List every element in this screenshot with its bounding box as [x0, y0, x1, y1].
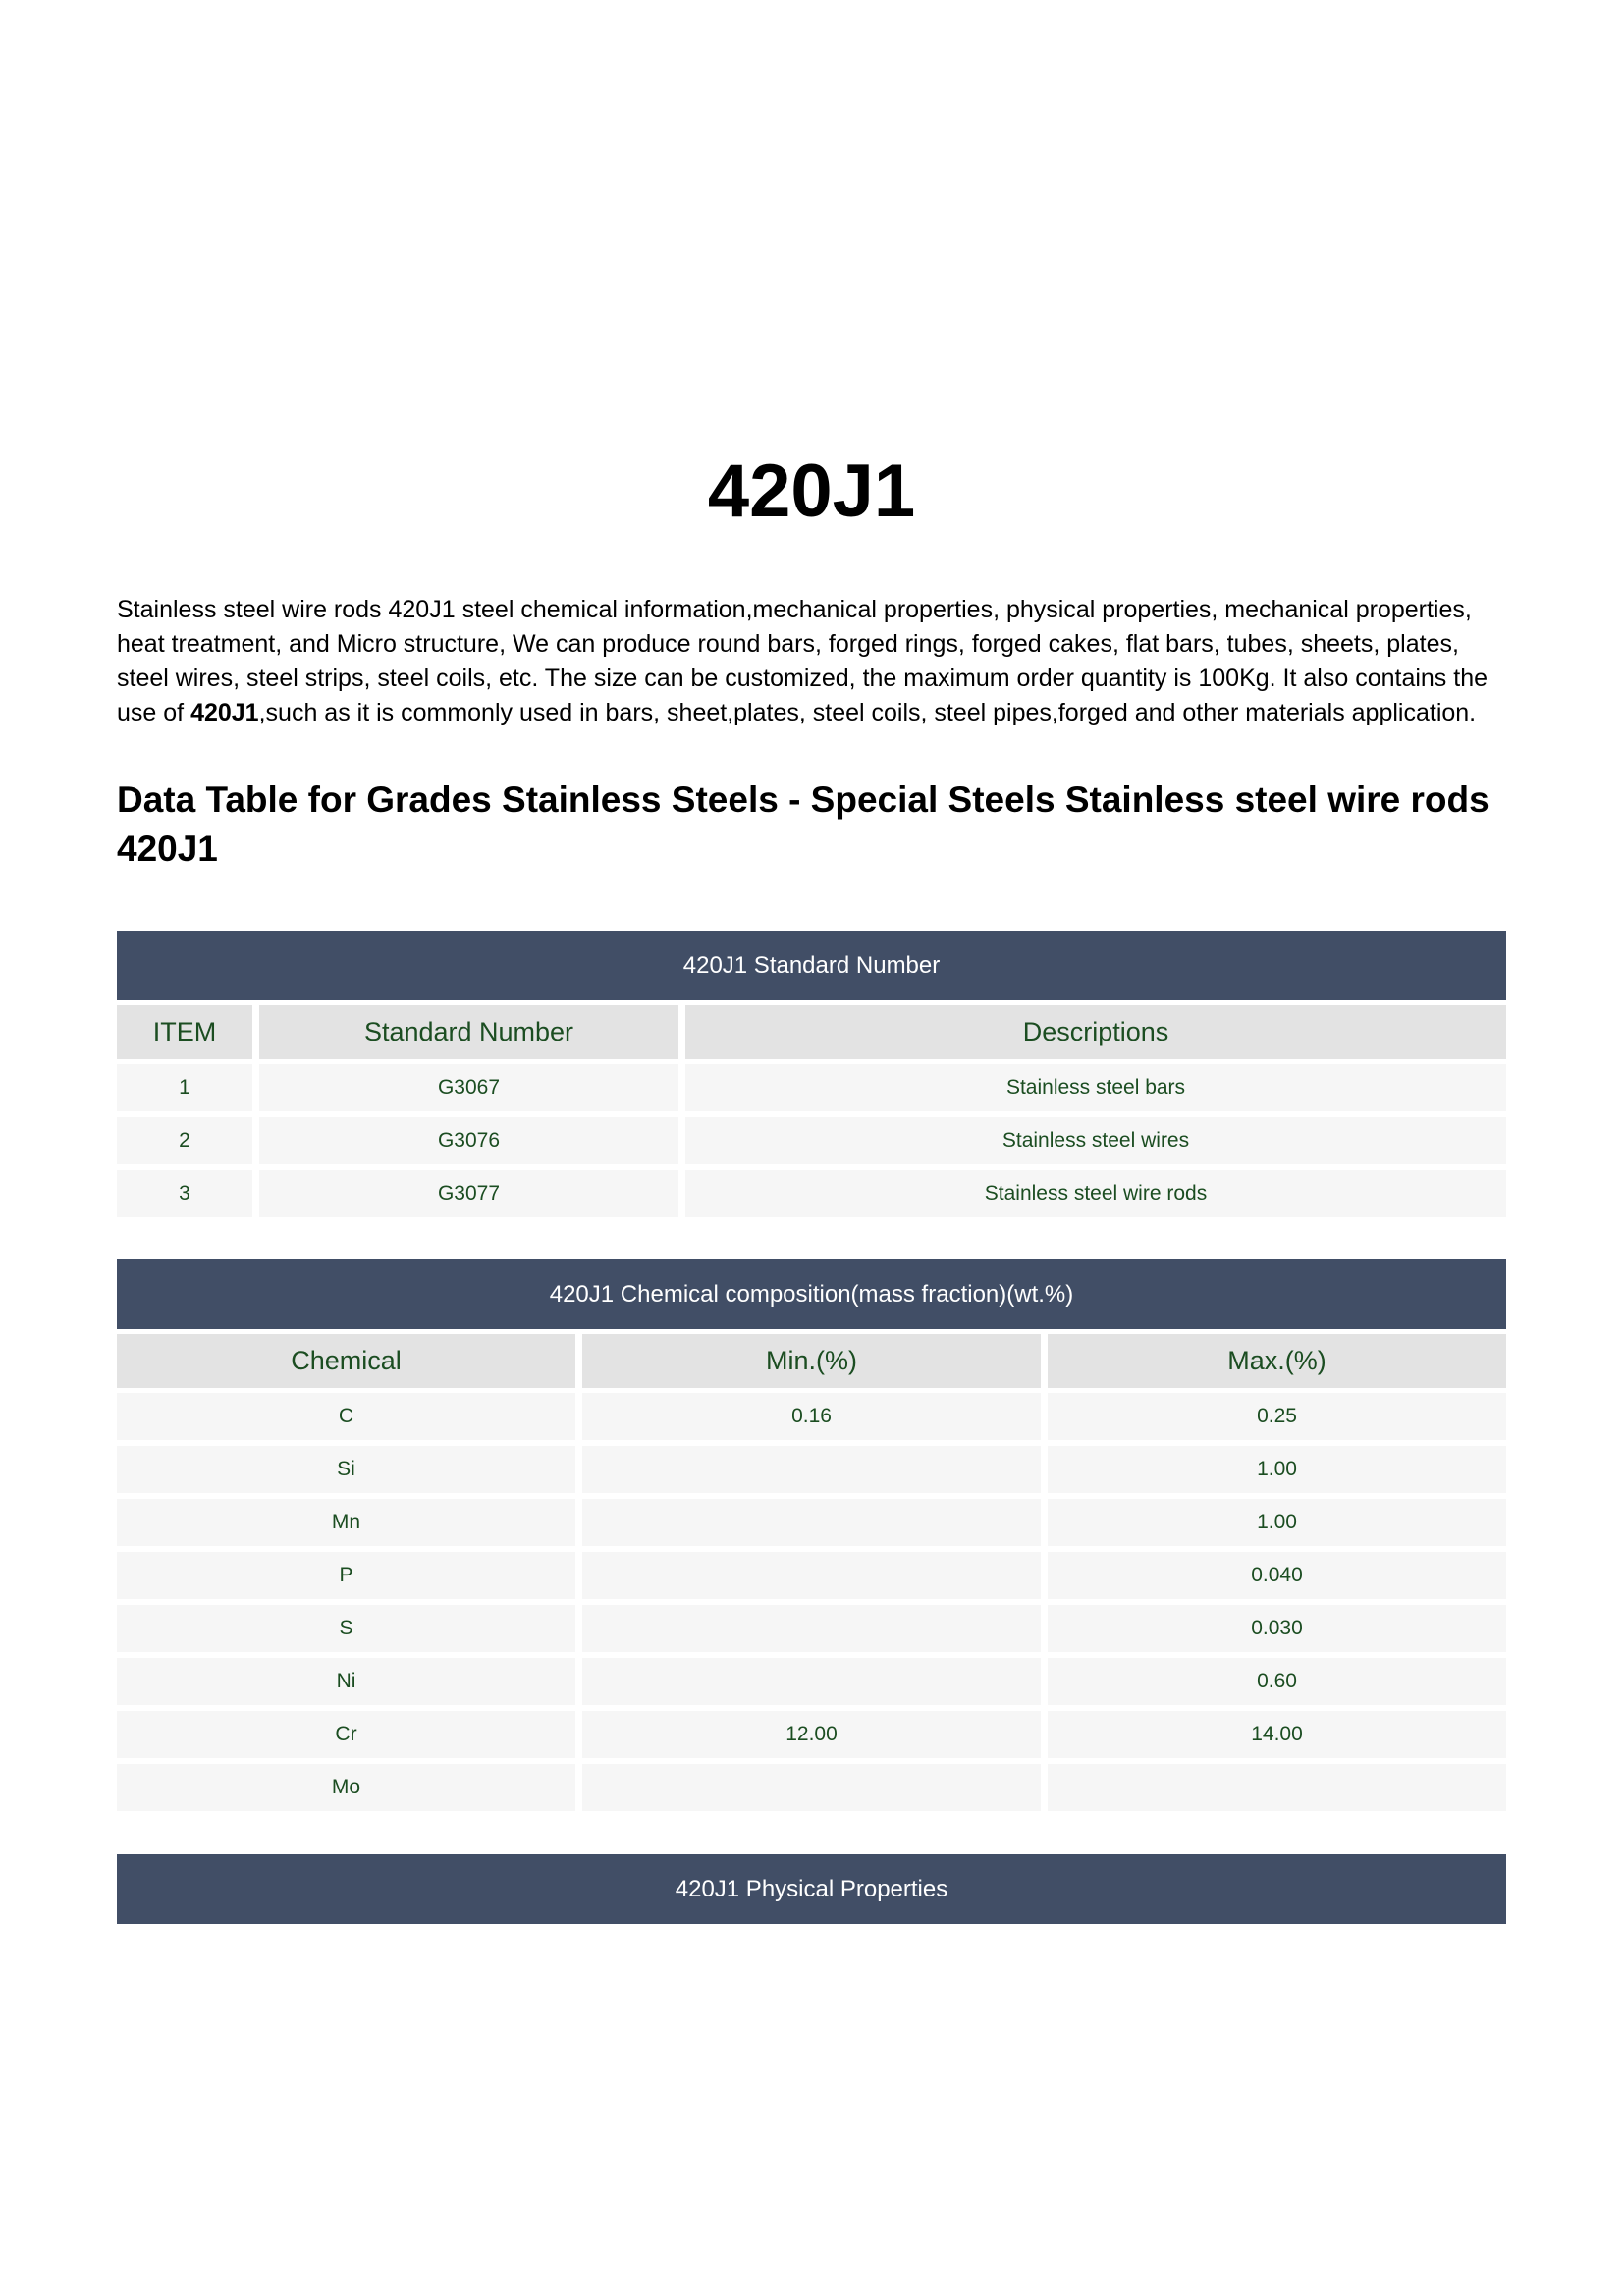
column-header-min: Min.(%) — [582, 1334, 1041, 1388]
table-cell: 0.16 — [582, 1393, 1041, 1440]
table-row — [117, 1605, 1506, 1652]
table-cell: C — [117, 1393, 575, 1440]
table-row — [117, 1446, 1506, 1493]
table-title-bar: 420J1 Standard Number — [117, 931, 1506, 1000]
table-header-row — [117, 1005, 1506, 1059]
table-cell: S — [117, 1605, 575, 1652]
table-row — [117, 1117, 1506, 1164]
table-cell: 1 — [117, 1064, 252, 1111]
table-cell: G3076 — [259, 1117, 678, 1164]
intro-text-before: Stainless steel wire rods 420J1 steel chemical information,mechanical properties, physical properties, mechanical properties, heat treatment, and Micro structure, We can produce round bars, forged rings, forged cakes, flat bars, tubes, sheets, plates, steel wires, steel strips, steel coils, etc. The size can be customized, the maximum order quantity is 100Kg. It also contains the use of — [117, 596, 1489, 726]
table-cell: Mo — [117, 1764, 575, 1811]
intro-paragraph — [117, 593, 1506, 730]
table-cell: 3 — [117, 1170, 252, 1217]
column-header-max: Max.(%) — [1048, 1334, 1506, 1388]
table-cell: 0.25 — [1048, 1393, 1506, 1440]
table-row — [117, 1393, 1506, 1440]
table-cell — [582, 1499, 1041, 1546]
section-heading: Data Table for Grades Stainless Steels - Special Steels Stainless steel wire rods 420J1 — [117, 779, 1489, 869]
table-cell: G3067 — [259, 1064, 678, 1111]
table-cell: 2 — [117, 1117, 252, 1164]
standard-number-table — [117, 931, 1506, 1217]
table-cell: 14.00 — [1048, 1711, 1506, 1758]
table-cell: Ni — [117, 1658, 575, 1705]
intro-text-after: ,such as it is commonly used in bars, sheet,plates, steel coils, steel pipes,forged and other materials application. — [258, 699, 1477, 726]
column-header-item: ITEM — [117, 1005, 252, 1059]
table-cell — [582, 1764, 1041, 1811]
table-cell: Stainless steel wires — [685, 1117, 1506, 1164]
document-page — [117, 0, 1506, 1929]
table-row — [117, 1764, 1506, 1811]
table-cell: 0.030 — [1048, 1605, 1506, 1652]
table-cell: 0.040 — [1048, 1552, 1506, 1599]
table-row — [117, 1711, 1506, 1758]
table-cell — [582, 1658, 1041, 1705]
table-row — [117, 1658, 1506, 1705]
page-title: 420J1 — [707, 450, 916, 533]
table-cell — [582, 1605, 1041, 1652]
table-row — [117, 1064, 1506, 1111]
column-header-standard-number: Standard Number — [259, 1005, 678, 1059]
table-cell: Cr — [117, 1711, 575, 1758]
table-cell: Stainless steel wire rods — [685, 1170, 1506, 1217]
table-cell — [1048, 1764, 1506, 1811]
table-cell: G3077 — [259, 1170, 678, 1217]
table-title-bar: 420J1 Physical Properties — [117, 1854, 1506, 1924]
table-cell: 1.00 — [1048, 1499, 1506, 1546]
intro-bold-grade: 420J1 — [190, 699, 259, 726]
table-cell — [582, 1446, 1041, 1493]
table-cell: P — [117, 1552, 575, 1599]
table-cell: 12.00 — [582, 1711, 1041, 1758]
column-header-descriptions: Descriptions — [685, 1005, 1506, 1059]
table-row — [117, 1552, 1506, 1599]
table-cell: Stainless steel bars — [685, 1064, 1506, 1111]
table-cell: 0.60 — [1048, 1658, 1506, 1705]
table-cell: Mn — [117, 1499, 575, 1546]
table-row — [117, 1170, 1506, 1217]
table-cell: Si — [117, 1446, 575, 1493]
table-row — [117, 1499, 1506, 1546]
table-title-bar: 420J1 Chemical composition(mass fraction)(wt.%) — [117, 1259, 1506, 1329]
table-cell — [582, 1552, 1041, 1599]
physical-properties-table — [117, 1854, 1506, 1924]
column-header-chemical: Chemical — [117, 1334, 575, 1388]
chemical-composition-table — [117, 1259, 1506, 1811]
table-cell: 1.00 — [1048, 1446, 1506, 1493]
table-header-row — [117, 1334, 1506, 1388]
